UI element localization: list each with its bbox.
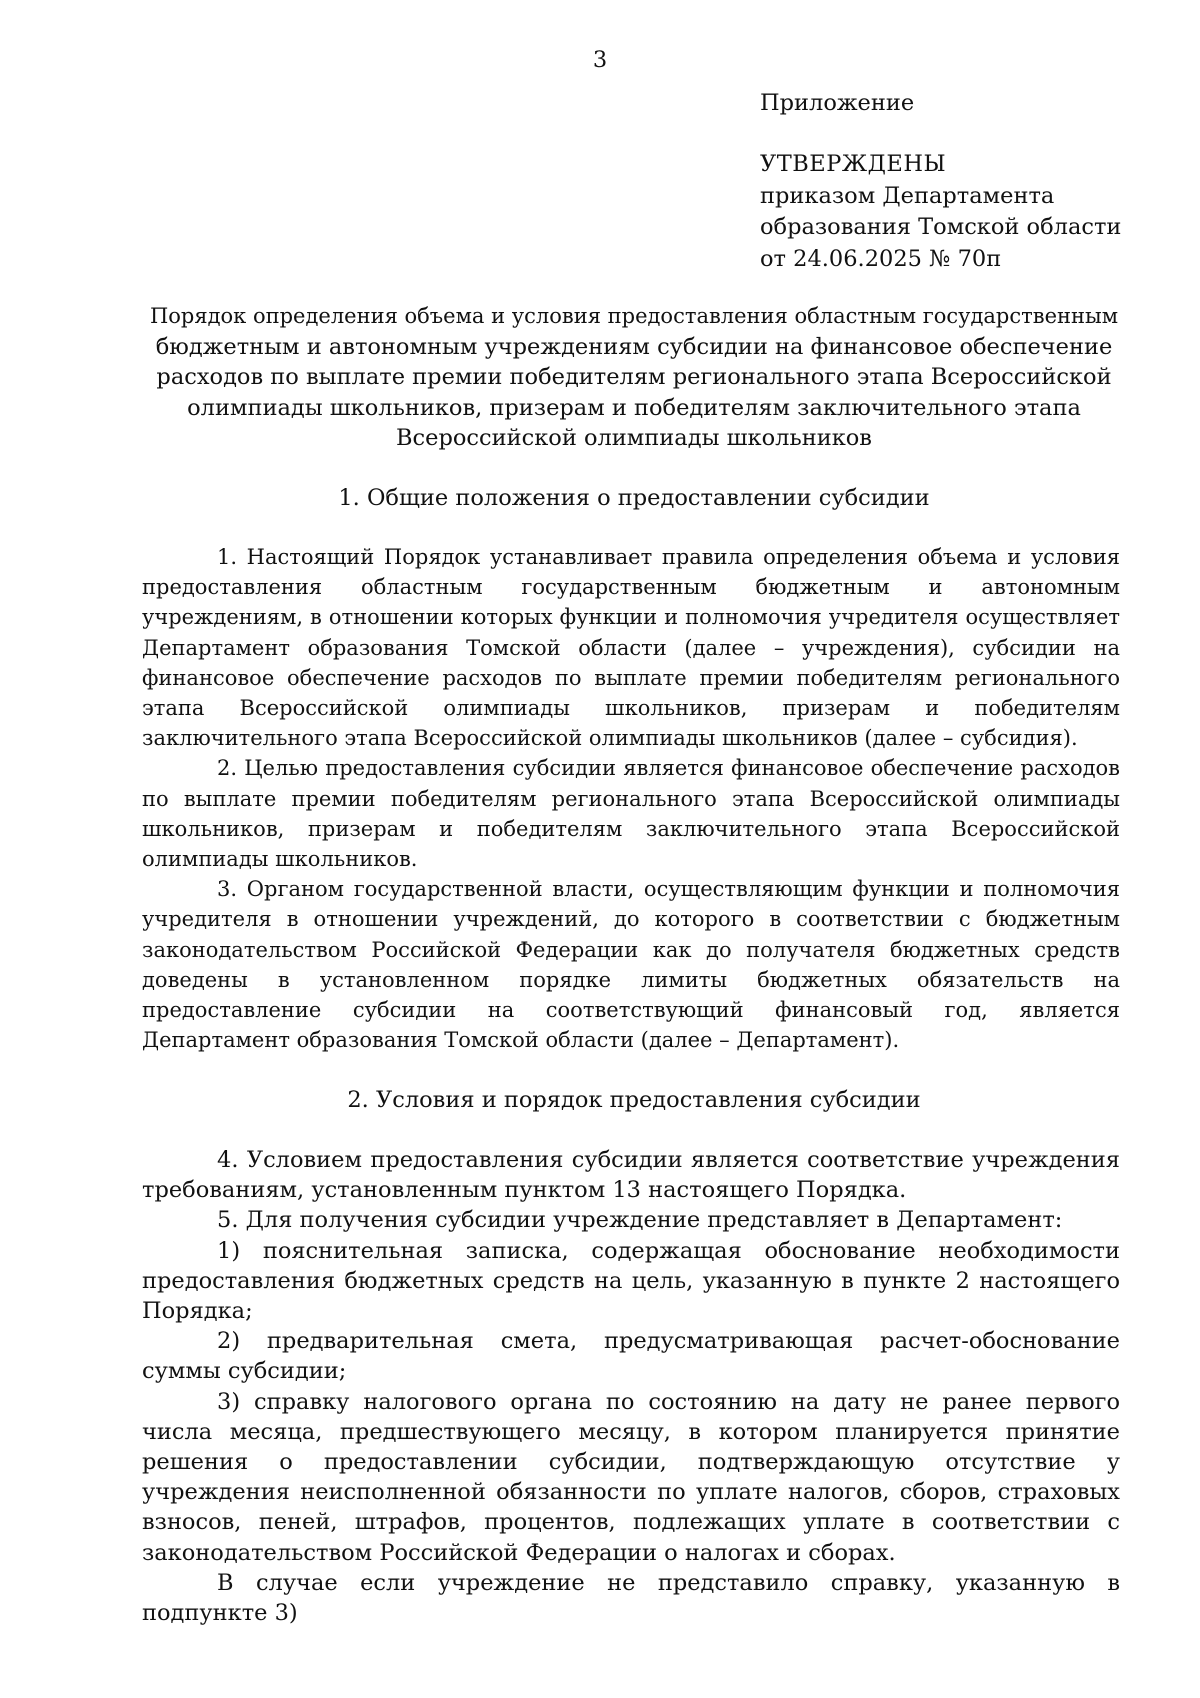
section-1-body (142, 542, 1120, 1055)
section-heading-1: 1. Общие положения о предоставлении субсидии (338, 485, 930, 511)
section-2-body (142, 1145, 1120, 1628)
page-number: 3 (592, 47, 608, 73)
section-heading-2: 2. Условия и порядок предоставления субсидии (347, 1087, 921, 1113)
title-line: олимпиады школьников, призерам и победителям заключительного этапа (187, 394, 1081, 421)
paragraph: В случае если учреждение не представило справку, указанную в подпункте 3) (142, 1569, 1120, 1627)
paragraph: 4. Условием предоставления субсидии является соответствие учреждения требованиям, установленным пунктом 13 настоящего Порядка. (142, 1147, 1120, 1204)
paragraph: 5. Для получения субсидии учреждение представляет в Департамент: (217, 1207, 1063, 1234)
approval-stamp-block (760, 149, 1180, 275)
list-item: 2) предварительная смета, предусматривающая расчет-обоснование суммы субсидии; (142, 1328, 1120, 1385)
paragraph: 3. Органом государственной власти, осуществляющим функции и полномочия учредителя в отношении учреждений, до которого в соответствии с бюджетным законодательством Российской Федерации как до получателя бюджетных средств доведены в установленном порядке лимиты бюджетных обязательств на предоставление субсидии на соответствующий финансовый год, является Департамент образования Томской области (далее – Департамент). (142, 877, 1120, 1053)
title-line: бюджетным и автономным учреждениям субсидии на финансовое обеспечение (155, 333, 1113, 360)
list-item: 3) справку налогового органа по состоянию на дату не ранее первого числа месяца, предшествующего месяцу, в котором планируется принятие решения о предоставлении субсидии, подтверждающую отсутствие у учреждения неисполненной обязанности по уплате налогов, сборов, страховых взносов, пеней, штрафов, процентов, подлежащих уплате в соответствии с законодательством Российской Федерации о налогах и сборах. (142, 1388, 1120, 1566)
approval-line: от 24.06.2025 № 70п (760, 245, 1002, 272)
approval-line: образования Томской области (760, 214, 1122, 240)
title-line: Порядок определения объема и условия предоставления областным государственным (149, 304, 1119, 328)
paragraph: 1. Настоящий Порядок устанавливает правила определения объема и условия предоставления областным государственным бюджетным и автономным учреждениям, в отношении которых функции и полномочия учредителя осуществляет Департамент образования Томской области (далее – учреждения), субсидии на финансовое обеспечение расходов по выплате премии победителям регионального этапа Всероссийской олимпиады школьников, призерам и победителям заключительного этапа Всероссийской олимпиады школьников (далее – субсидия). (142, 545, 1120, 751)
approved-heading: УТВЕРЖДЕНЫ (760, 151, 947, 177)
annex-label (760, 88, 1180, 120)
list-item: 1) пояснительная записка, содержащая обоснование необходимости предоставления бюджетных средств на цель, указанную в пункте 2 настоящего Порядка; (142, 1237, 1120, 1325)
paragraph: 2. Целью предоставления субсидии является финансовое обеспечение расходов по выплате премии победителям регионального этапа Всероссийской олимпиады школьников, призерам и победителям заключительного этапа Всероссийской олимпиады школьников. (142, 756, 1120, 872)
annex-label-text: Приложение (760, 90, 915, 116)
document-title (142, 301, 1126, 454)
title-line: Всероссийской олимпиады школьников (396, 425, 872, 451)
title-line: расходов по выплате премии победителям регионального этапа Всероссийской (156, 364, 1112, 390)
approval-line: приказом Департамента (760, 182, 1055, 209)
